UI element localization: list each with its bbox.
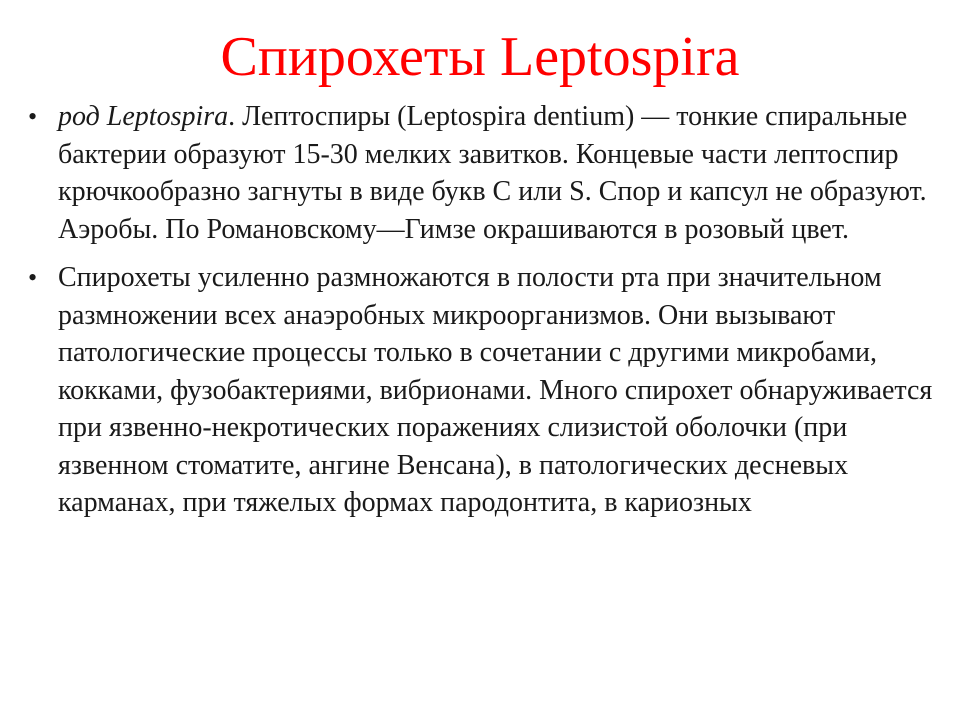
bullet-dot-icon: • xyxy=(28,102,38,131)
bullet-item-2 xyxy=(28,259,948,522)
bullet-item-1 xyxy=(28,98,948,248)
bullet-dot-icon: • xyxy=(28,263,38,292)
bullet-body-2: Спирохеты усиленно размножаются в полости рта при значительном размножении всех анаэробных микроорганизмов. Они вызывают патологические процессы только в сочетании с другими микробами, кокками, фузобактериями, вибрионами. Много спирохет обнаруживается при язвенно-некротических поражениях слизистой оболочки (при язвенном стоматите, ангине Венсана), в патологических десневых карманах, при тяжелых формах пародонтита, в кариозных xyxy=(58,262,933,518)
bullet-list xyxy=(28,98,948,522)
bullet-text-1 xyxy=(58,101,927,245)
genus-name-italic: род Leptospira xyxy=(58,101,229,132)
slide-title: Спирохеты Leptospira xyxy=(220,26,740,88)
bullet-body-1: . Лептоспиры (Leptospira dentium) — тонкие спиральные бактерии образуют 15-30 мелких завитков. Концевые части лептоспир крючкообразно загнуты в виде букв С или S. Спор и капсул не образуют. Аэробы. По Романовскому—Гимзе окрашиваются в розовый цвет. xyxy=(58,101,927,245)
